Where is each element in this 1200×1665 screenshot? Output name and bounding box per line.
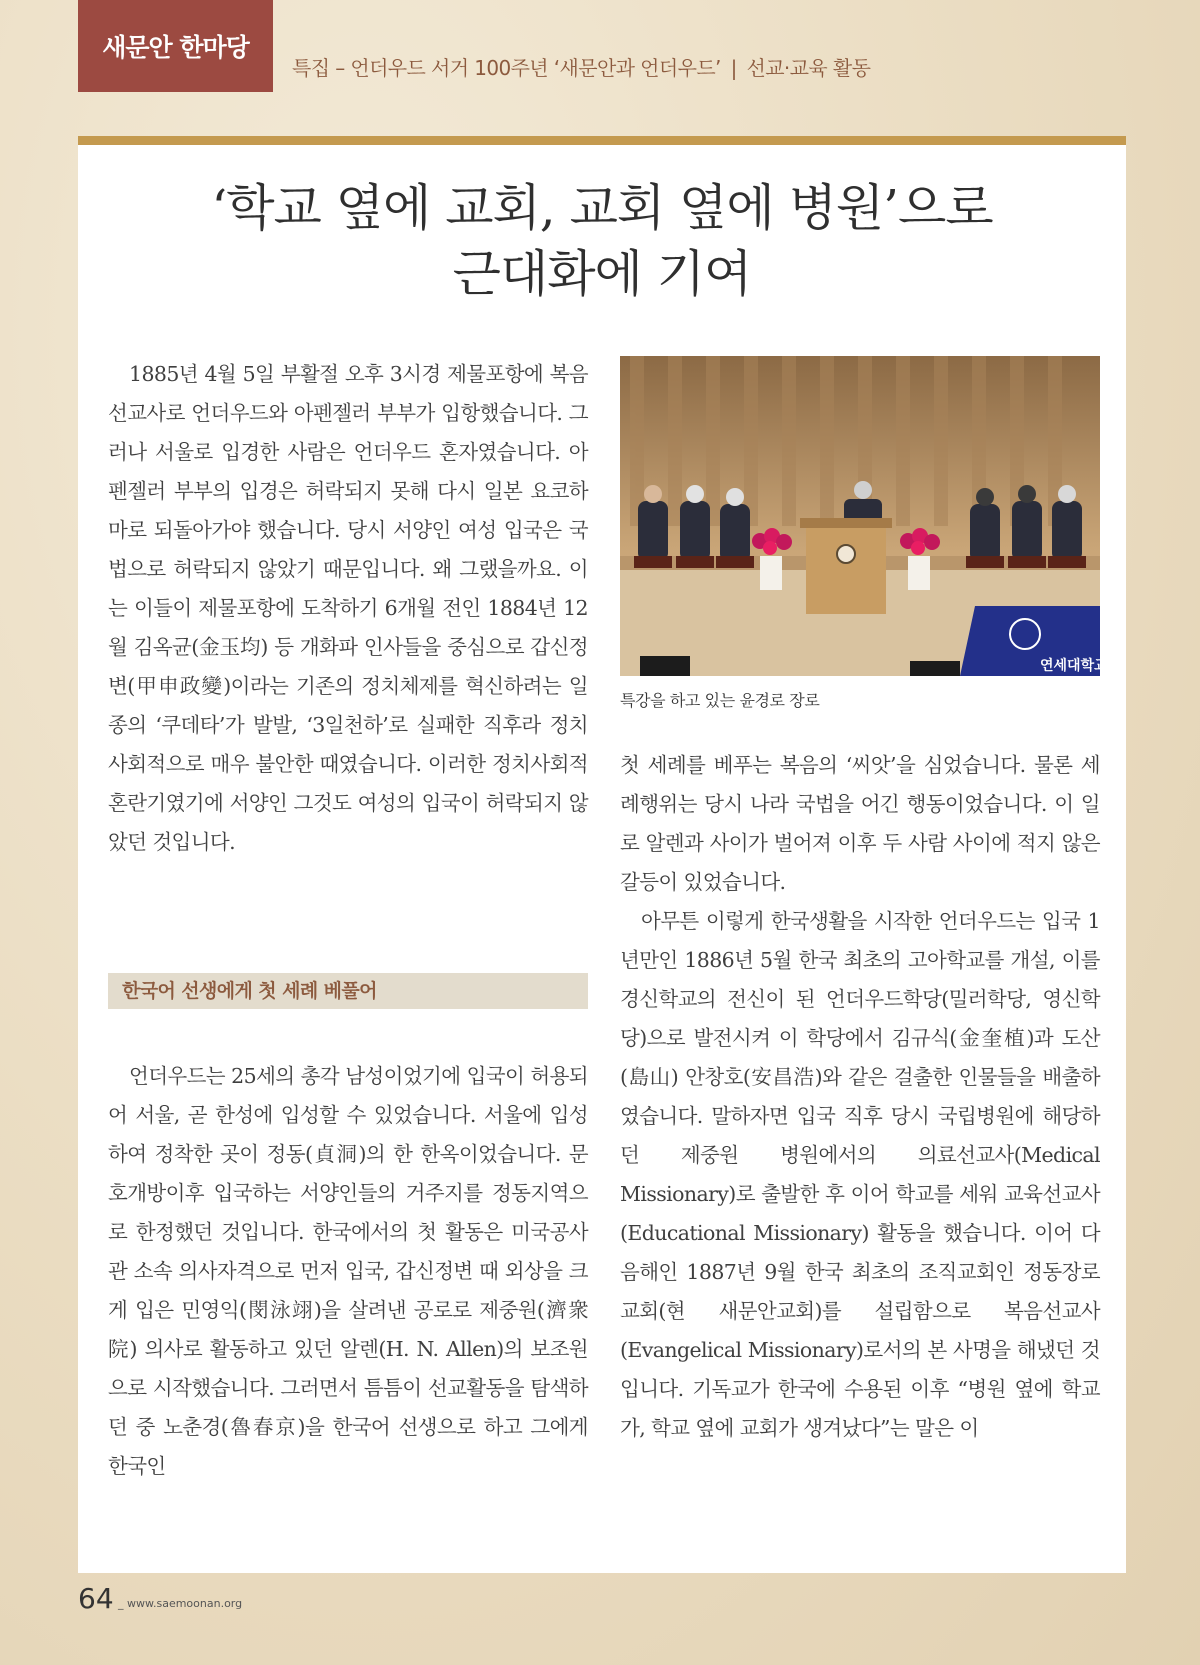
lecture-photo-illustration: [620, 356, 1108, 676]
left-column-bottom: [108, 1057, 588, 1486]
paragraph-2: 언더우드는 25세의 총각 남성이었기에 입국이 허용되어 서울, 곧 한성에 입성할 수 있었습니다. 서울에 입성하여 정착한 곳이 정동(貞洞)의 한 한옥이었습니다. 문호개방이후 입국하는 서양인들의 거주지를 정동지역으로 한정했던 것입니다. 한국에서의 첫 활동은 미국공사관 소속 의사자격으로 먼저 입국, 갑신정변 때 외상을 크게 입은 민영익(閔泳翊)을 살려낸 공로로 제중원(濟衆院) 의사로 활동하고 있던 알렌(H. N. Allen)의 보조원으로 시작했습니다. 그러면서 틈틈이 선교활동을 탐색하던 중 노춘경(魯春京)을 한국어 선생으로 하고 그에게 한국인: [108, 1064, 588, 1478]
section-subheading: 한국어 선생에게 첫 세례 베풀어: [108, 973, 588, 1009]
site-url: _ www.saemoonan.org: [118, 1597, 243, 1610]
left-column-top: [108, 355, 588, 862]
lecture-photo: [620, 356, 1108, 676]
paragraph-4: 아무튼 이렇게 한국생활을 시작한 언더우드는 입국 1년만인 1886년 5월 한국 최초의 고아학교를 개설, 이를 경신학교의 전신이 된 언더우드학당(밀러학당, 영신학당)으로 발전시켜 이 학당에서 김규식(金奎植)과 도산(島山) 안창호(安昌浩)와 같은 걸출한 인물들을 배출하였습니다. 말하자면 입국 직후 당시 국립병원에 해당하던 제중원 병원에서의 의료선교사(Medical Missionary)로 출발한 후 이어 학교를 세워 교육선교사(Educational Missionary) 활동을 했습니다. 이어 다음해인 1887년 9월 한국 최초의 조직교회인 정동장로교회(현 새문안교회)를 설립함으로 복음선교사(Evangelical Missionary)로서의 본 사명을 해냈던 것입니다. 기독교가 한국에 수용된 이후 “병원 옆에 학교가, 학교 옆에 교회가 생겨났다”는 말은 이: [620, 909, 1100, 1440]
photo-caption: 특강을 하고 있는 윤경로 장로: [620, 691, 820, 710]
right-column: [620, 746, 1100, 1448]
paragraph-3: 첫 세례를 베푸는 복음의 ‘씨앗’을 심었습니다. 물론 세례행위는 당시 나라 국법을 어긴 행동이었습니다. 이 일로 알렌과 사이가 벌어져 이후 두 사람 사이에 적지 않은 갈등이 있었습니다.: [620, 753, 1100, 894]
page-number: 64: [78, 1582, 114, 1615]
header-series-line: [292, 52, 1152, 81]
section-tab: 새문안 한마당: [78, 0, 273, 92]
yonsei-banner-text: 연세대학교: [1040, 658, 1108, 674]
article-title: [78, 175, 1126, 307]
gold-rule: [78, 136, 1126, 145]
paragraph-1: 1885년 4월 5일 부활절 오후 3시경 제물포항에 복음 선교사로 언더우드와 아펜젤러 부부가 입항했습니다. 그러나 서울로 입경한 사람은 언더우드 혼자였습니다. 아펜젤러 부부의 입경은 허락되지 못해 다시 일본 요코하마로 되돌아가야 했습니다. 당시 서양인 여성 입국은 국법으로 허락되지 않았기 때문입니다. 왜 그랬을까요. 이는 이들이 제물포항에 도착하기 6개월 전인 1884년 12월 김옥균(金玉均) 등 개화파 인사들을 중심으로 갑신정변(甲申政變)이라는 기존의 정치체제를 혁신하려는 일종의 ‘쿠데타’가 발발, ‘3일천하’로 실패한 직후라 정치사회적으로 매우 불안한 때였습니다. 이러한 정치사회적 혼란기였기에 서양인 그것도 여성의 입국이 허락되지 않았던 것입니다.: [108, 362, 588, 854]
title-line-1: ‘학교 옆에 교회, 교회 옆에 병원’으로: [211, 179, 993, 237]
series-title: 특집 – 언더우드 서거 100주년 ‘새문안과 언더우드’: [292, 56, 721, 80]
header-divider: |: [730, 56, 737, 80]
series-topic: 선교·교육 활동: [746, 56, 871, 80]
title-line-2: 근대화에 기여: [452, 245, 752, 303]
